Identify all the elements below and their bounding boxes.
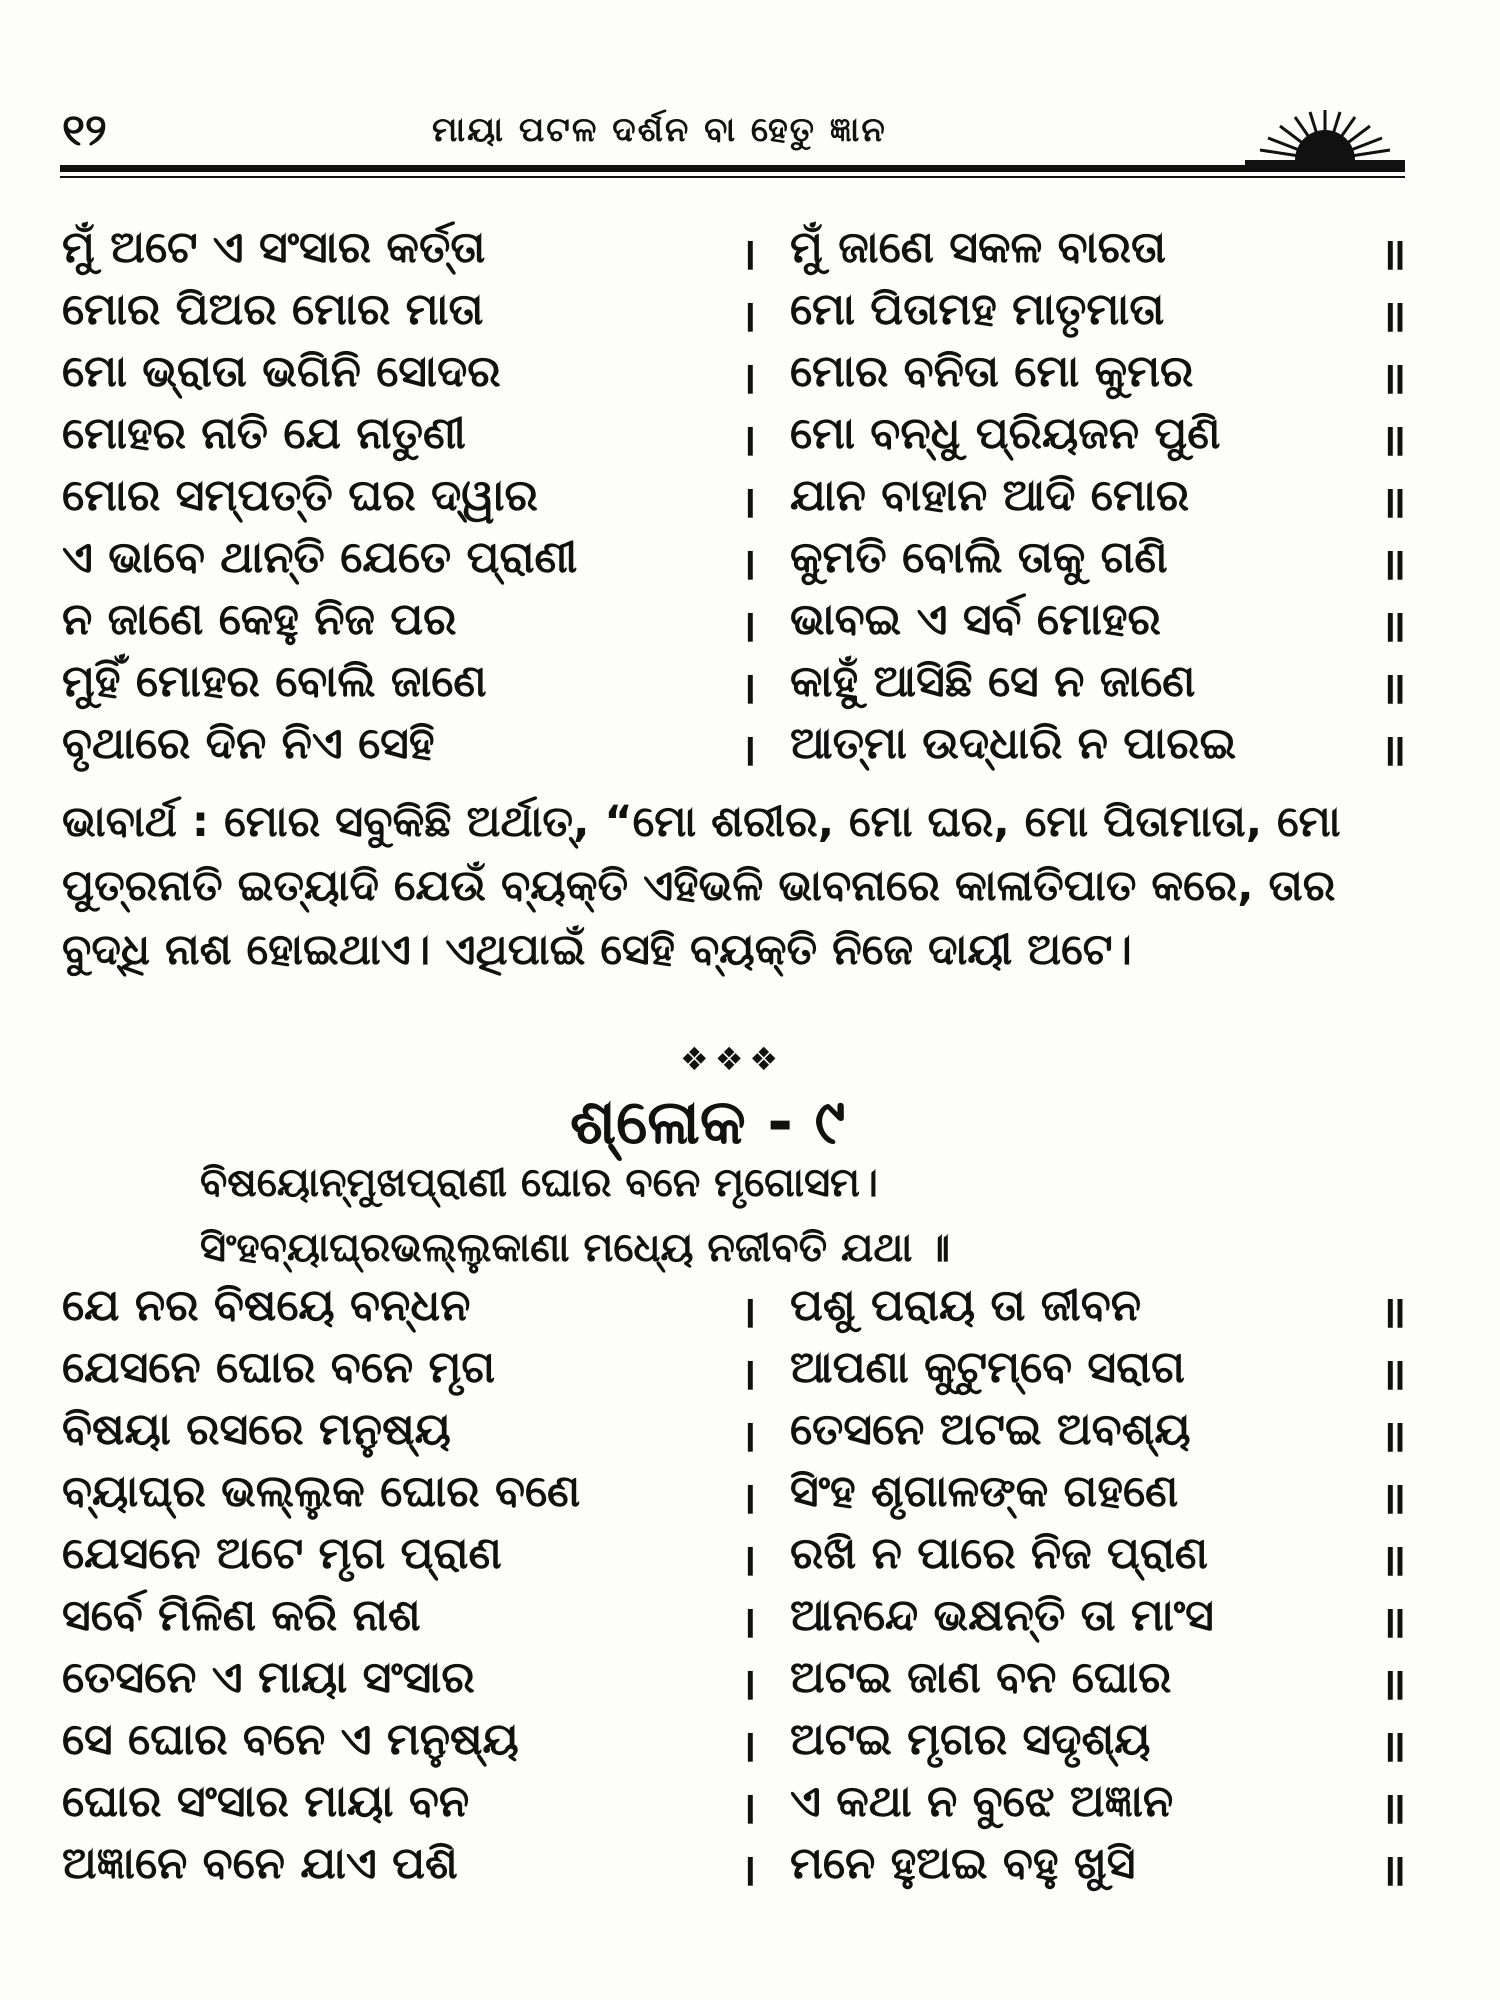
double-danda: ॥ xyxy=(1380,1411,1407,1462)
header-rule xyxy=(60,165,1405,172)
double-danda: ॥ xyxy=(1380,291,1407,342)
verse-left-half: ମୋର ସମ୍ପତ୍ତି ଘର ଦ୍ୱାର xyxy=(62,470,538,521)
verse-row xyxy=(0,222,1500,282)
verse-row xyxy=(0,656,1500,716)
verse-right-half: ତେସନେ ଅଟଇ ଅବଶ୍ୟ xyxy=(790,1404,1191,1455)
double-danda: ॥ xyxy=(1380,1783,1407,1834)
verse-left-half: ତେସନେ ଏ ମାୟା ସଂସାର xyxy=(62,1652,475,1703)
verse-right-half: ମୋ ପିତାମହ ମାତୃମାତା xyxy=(790,284,1165,335)
verse-row xyxy=(0,346,1500,406)
single-danda: । xyxy=(740,1411,757,1462)
verse-row xyxy=(0,1528,1500,1588)
double-danda: ॥ xyxy=(1380,1597,1407,1648)
double-danda: ॥ xyxy=(1380,1721,1407,1772)
verse-right-half: ମୁଁ ଜାଣେ ସକଳ ବାରତା xyxy=(790,222,1166,273)
verse-row xyxy=(0,718,1500,778)
sanskrit-verse-line-2: ସିଂହବ୍ୟାଘ୍ରଭଲ୍ଲୁକାଣା ମଧ୍ୟେ ନଜୀବତି ଯଥା ॥ xyxy=(200,1225,950,1271)
single-danda: । xyxy=(740,477,757,528)
verse-right-half: ରଖି ନ ପାରେ ନିଜ ପ୍ରାଣ xyxy=(790,1528,1209,1579)
verse-left-half: ମୋର ପିଅର ମୋର ମାତା xyxy=(62,284,484,335)
verse-right-half: ଯାନ ବାହାନ ଆଦି ମୋର xyxy=(790,470,1190,521)
single-danda: । xyxy=(740,1659,757,1710)
verse-row xyxy=(0,284,1500,344)
single-danda: । xyxy=(740,663,757,714)
verse-right-half: ଅଟଇ ଜାଣ ବନ ଘୋର xyxy=(790,1652,1172,1703)
double-danda: ॥ xyxy=(1380,1287,1407,1338)
verse-left-half: ବୃଥାରେ ଦିନ ନିଏ ସେହି xyxy=(62,718,435,769)
verse-right-half: ମନେ ହୁଅଇ ବହୁ ଖୁସି xyxy=(790,1838,1136,1889)
verse-row xyxy=(0,1342,1500,1402)
verse-left-half: ମୋହର ନାତି ଯେ ନାତୁଣୀ xyxy=(62,408,466,459)
verse-left-half: ଏ ଭାବେ ଥାନ୍ତି ଯେତେ ପ୍ରାଣୀ xyxy=(62,532,578,583)
verse-left-half: ଯେସନେ ଅଟେ ମୃଗ ପ୍ରାଣ xyxy=(62,1528,502,1579)
rising-sun-logo-icon xyxy=(1240,108,1410,170)
verse-right-half: ଆପଣା କୁଟୁମ୍ବେ ସରାଗ xyxy=(790,1342,1185,1393)
verse-right-half: କାହୁଁ ଆସିଛି ସେ ନ ଜାଣେ xyxy=(790,656,1196,707)
verse-left-half: ଯେ ନର ବିଷୟେ ବନ୍ଧନ xyxy=(62,1280,471,1331)
verse-row xyxy=(0,408,1500,468)
single-danda: । xyxy=(740,1473,757,1524)
verse-left-half: ବ୍ୟାଘ୍ର ଭଲ୍ଲୁକ ଘୋର ବଣେ xyxy=(62,1466,581,1517)
single-danda: । xyxy=(740,353,757,404)
double-danda: ॥ xyxy=(1380,1349,1407,1400)
bhavartha-label: ଭାବାର୍ଥ : xyxy=(62,797,210,847)
double-danda: ॥ xyxy=(1380,1535,1407,1586)
divider-ornament: ❖❖❖ xyxy=(680,1040,785,1078)
single-danda: । xyxy=(740,1597,757,1648)
verse-right-half: ଆନନ୍ଦେ ଭକ୍ଷନ୍ତି ତା ମାଂସ xyxy=(790,1590,1214,1641)
single-danda: । xyxy=(740,1349,757,1400)
verse-left-half: ବିଷୟା ରସରେ ମନୁଷ୍ୟ xyxy=(62,1404,451,1455)
verse-right-half: ଅଟଇ ମୃଗର ସଦୃଶ୍ୟ xyxy=(790,1714,1151,1765)
single-danda: । xyxy=(740,1783,757,1834)
verse-row xyxy=(0,532,1500,592)
double-danda: ॥ xyxy=(1380,601,1407,652)
verse-row xyxy=(0,1714,1500,1774)
verse-left-half: ମୋ ଭ୍ରାତା ଭଗିନି ସୋଦର xyxy=(62,346,501,397)
single-danda: । xyxy=(740,229,757,280)
verse-right-half: ଏ କଥା ନ ବୁଝେ ଅଜ୍ଞାନ xyxy=(790,1776,1174,1827)
bhavartha-text: ମୋର ସବୁକିଛି ଅର୍ଥାତ୍, “ମୋ ଶରୀର, ମୋ ଘର, ମୋ ପିତାମାତା, ମୋ ପୁତ୍ରନାତି ଇତ୍ୟାଦି ଯେଉଁ ବ୍ୟକ୍ତି ଏହିଭଳି ଭାବନାରେ କାଳାତିପାତ କରେ, ତାର ବୁଦ୍ଧି ନାଶ ହୋଇଥାଏ। ଏଥିପାଇଁ ସେହି ବ୍ୟକ୍ତି ନିଜେ ଦାୟୀ ଅଟେ। xyxy=(62,797,1341,975)
single-danda: । xyxy=(740,601,757,652)
single-danda: । xyxy=(740,291,757,342)
bhavartha-paragraph xyxy=(62,790,1422,982)
verse-right-half: କୁମତି ବୋଲି ତାକୁ ଗଣି xyxy=(790,532,1168,583)
double-danda: ॥ xyxy=(1380,1845,1407,1896)
shloka-heading: ଶ୍ଳୋକ - ୯ xyxy=(570,1085,846,1158)
verse-row xyxy=(0,1838,1500,1898)
single-danda: । xyxy=(740,1721,757,1772)
double-danda: ॥ xyxy=(1380,353,1407,404)
double-danda: ॥ xyxy=(1380,229,1407,280)
verse-right-half: ମୋ ବନ୍ଧୁ ପ୍ରିୟଜନ ପୁଣି xyxy=(790,408,1221,459)
double-danda: ॥ xyxy=(1380,477,1407,528)
double-danda: ॥ xyxy=(1380,415,1407,466)
double-danda: ॥ xyxy=(1380,1473,1407,1524)
single-danda: । xyxy=(740,725,757,776)
double-danda: ॥ xyxy=(1380,663,1407,714)
verse-right-half: ଆତ୍ମା ଉଦ୍ଧାରି ନ ପାରଇ xyxy=(790,718,1237,769)
verse-row xyxy=(0,1466,1500,1526)
sanskrit-verse-line-1: ବିଷୟୋନ୍ମୁଖପ୍ରାଣୀ ଘୋର ବନେ ମୃଗୋସମ। xyxy=(200,1160,878,1206)
verse-right-half: ମୋର ବନିତା ମୋ କୁମର xyxy=(790,346,1194,397)
verse-row xyxy=(0,1590,1500,1650)
verse-left-half: ସର୍ବେ ମିଳିଣ କରି ନାଶ xyxy=(62,1590,421,1641)
verse-left-half: ଯେସନେ ଘୋର ବନେ ମୃଗ xyxy=(62,1342,496,1393)
double-danda: ॥ xyxy=(1380,1659,1407,1710)
verse-left-half: ଘୋର ସଂସାର ମାୟା ବନ xyxy=(62,1776,470,1827)
verse-row xyxy=(0,1652,1500,1712)
verse-row xyxy=(0,1776,1500,1836)
page-number: ୧୨ xyxy=(62,105,107,156)
single-danda: । xyxy=(740,415,757,466)
verse-right-half: ସିଂହ ଶୃଗାଳଙ୍କ ଗହଣେ xyxy=(790,1466,1179,1517)
header-rule-thin xyxy=(60,176,1405,178)
verse-left-half: ନ ଜାଣେ କେହୁ ନିଜ ପର xyxy=(62,594,457,645)
single-danda: । xyxy=(740,1287,757,1338)
verse-left-half: ସେ ଘୋର ବନେ ଏ ମନୁଷ୍ୟ xyxy=(62,1714,519,1765)
verse-right-half: ଭାବଇ ଏ ସର୍ବ ମୋହର xyxy=(790,594,1161,645)
running-title: ମାୟା ପଟଳ ଦର୍ଶନ ବା ହେତୁ ଜ୍ଞାନ xyxy=(432,110,887,150)
single-danda: । xyxy=(740,1845,757,1896)
verse-right-half: ପଶୁ ପରାୟ ତା ଜୀବନ xyxy=(790,1280,1142,1331)
single-danda: । xyxy=(740,539,757,590)
verse-left-half: ମୁଁ ଅଟେ ଏ ସଂସାର କର୍ତ୍ତା xyxy=(62,222,486,273)
verse-row xyxy=(0,1404,1500,1464)
double-danda: ॥ xyxy=(1380,539,1407,590)
double-danda: ॥ xyxy=(1380,725,1407,776)
verse-row xyxy=(0,594,1500,654)
verse-row xyxy=(0,470,1500,530)
verse-left-half: ମୁହିଁ ମୋହର ବୋଲି ଜାଣେ xyxy=(62,656,487,707)
single-danda: । xyxy=(740,1535,757,1586)
verse-left-half: ଅଜ୍ଞାନେ ବନେ ଯାଏ ପଶି xyxy=(62,1838,458,1889)
verse-row xyxy=(0,1280,1500,1340)
